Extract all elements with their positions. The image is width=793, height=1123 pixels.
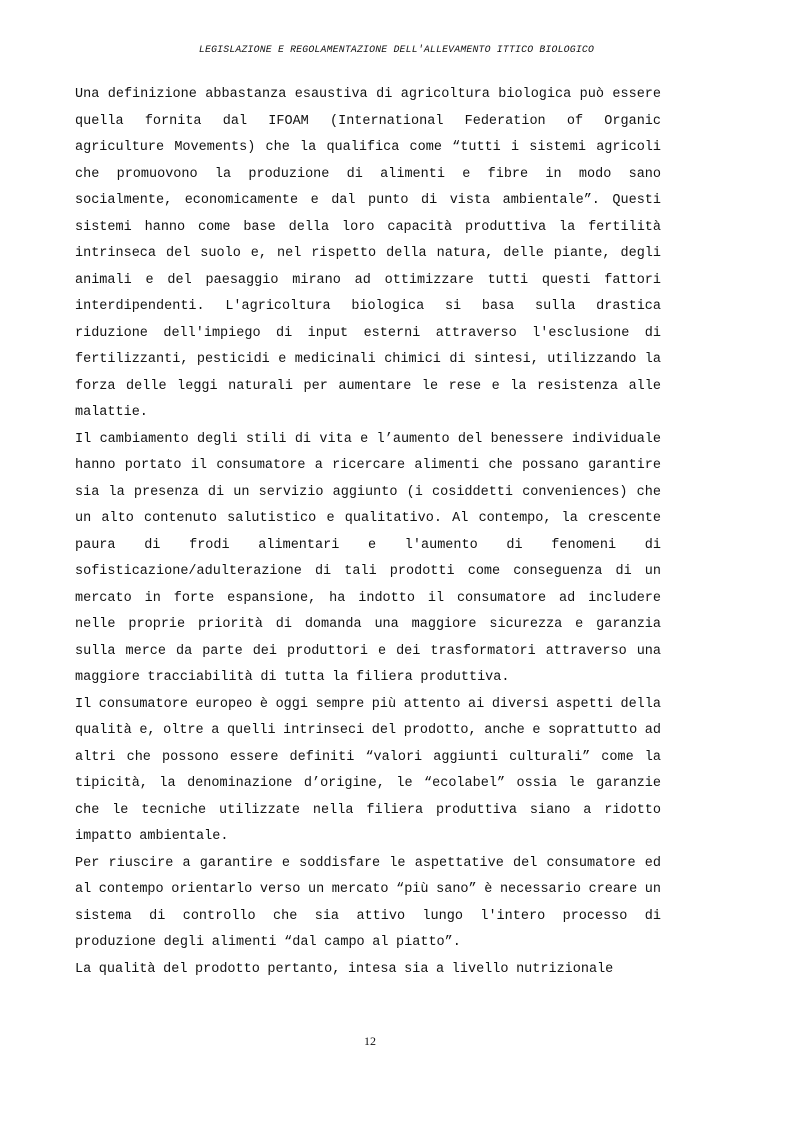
- page-number: 12: [364, 1034, 376, 1048]
- paragraph-product-quality: La qualità del prodotto pertanto, intesa sia a livello nutrizionale: [75, 961, 614, 977]
- paragraph-ifoam-definition: Una definizione abbastanza esaustiva di agricoltura biologica può essere quella fornita dal IFOAM (International Federation of Organic agriculture Movements) che la qualifica come “tutti i sistemi agricoli che promuovono la produzione di alimenti e fibre in modo sano socialmente, economicamente e dal punto di vista ambientale”. Questi sistemi hanno come base della loro capacità produttiva la fertilità intrinseca del suolo e, nel rispetto della natura, delle piante, degli animali e del paesaggio mirano ad ottimizzare tutti questi fattori interdipendenti. L'agricoltura biologica si basa sulla drastica riduzione dell'impiego di input esterni attraverso l'esclusione di fertilizzanti, pesticidi e medicinali chimici di sintesi, utilizzando la forza delle leggi naturali per aumentare le rese e la resistenza alle malattie.: [75, 87, 661, 420]
- paragraph-control-system: Per riuscire a garantire e soddisfare le aspettative del consumatore ed al contempo orientarlo verso un mercato “più sano” è necessario creare un sistema di controllo che sia attivo lungo l'intero processo di produzione degli alimenti “dal campo al piatto”.: [75, 855, 661, 950]
- paragraph-european-consumer: Il consumatore europeo è oggi sempre più attento ai diversi aspetti della qualità e, oltre a quelli intrinseci del prodotto, anche e soprattutto ad altri che possono essere definiti “valori aggiunti culturali” come la tipicità, la denominazione d’origine, le “ecolabel” ossia le garanzie che le tecniche utilizzate nella filiera produttiva siano a ridotto impatto ambientale.: [75, 696, 661, 844]
- running-header: LEGISLAZIONE E REGOLAMENTAZIONE DELL'ALLEVAMENTO ITTICO BIOLOGICO: [198, 44, 595, 55]
- paragraph-consumer-lifestyle: Il cambiamento degli stili di vita e l’aumento del benessere individuale hanno portato il consumatore a ricercare alimenti che possano garantire sia la presenza di un servizio aggiunto (i cosiddetti conveniences) che un alto contenuto salutistico e qualitativo. Al contempo, la crescente paura di frodi alimentari e l'aumento di fenomeni di sofisticazione/adulterazione di tali prodotti come conseguenza di un mercato in forte espansione, ha indotto il consumatore ad includere nelle proprie priorità di domanda una maggiore sicurezza e garanzia sulla merce da parte dei produttori e dei trasformatori attraverso una maggiore tracciabilità di tutta la filiera produttiva.: [75, 431, 661, 685]
- page-body: [75, 82, 661, 983]
